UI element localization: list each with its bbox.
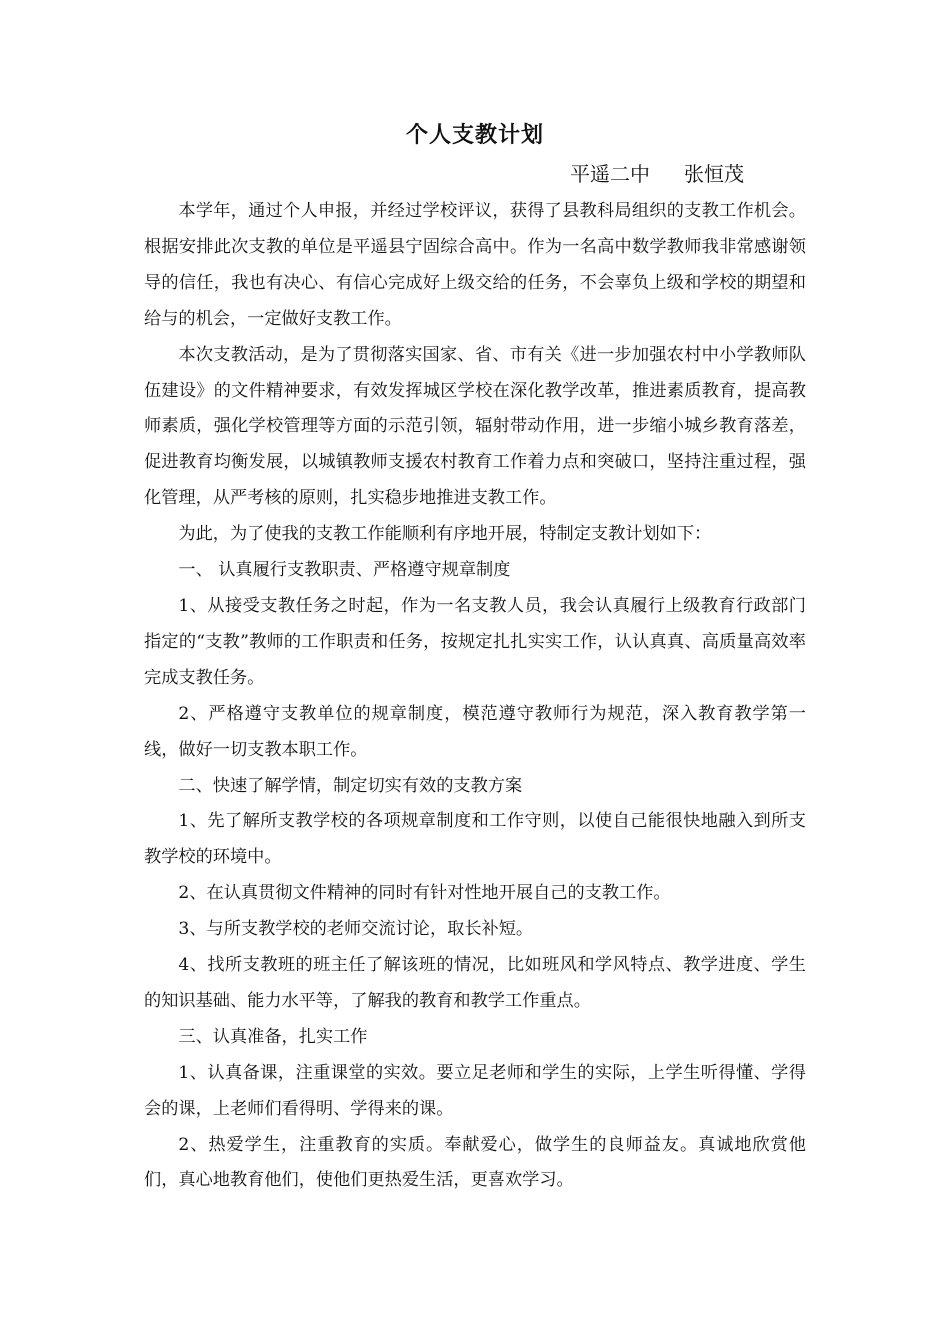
paragraph: 4、找所支教班的班主任了解该班的情况，比如班风和学风特点、教学进度、学生的知识基础、能力水平等，了解我的教育和教学工作重点。 (144, 955, 806, 1011)
paragraph: 1、认真备课，注重课堂的实效。要立足老师和学生的实际，上学生听得懂、学得会的课，上老师们看得明、学得来的课。 (144, 1062, 806, 1119)
school-name: 平遥二中 (570, 162, 650, 186)
paragraph: 1、从接受支教任务之时起，作为一名支教人员，我会认真履行上级教育行政部门指定的“支教”教师的工作职责和任务，按规定扎扎实实工作，认认真真、高质量高效率完成支教任务。 (144, 595, 806, 688)
document-body (144, 194, 806, 1199)
author-line (570, 158, 744, 187)
paragraph: 2、热爱学生，注重教育的实质。奉献爱心，做学生的良师益友。真诚地欣赏他们，真心地教育他们，使他们更热爱生活，更喜欢学习。 (144, 1134, 806, 1191)
paragraph: 本学年，通过个人申报，并经过学校评议，获得了县教科局组织的支教工作机会。根据安排此次支教的单位是平遥县宁固综合高中。作为一名高中数学教师我非常感谢领导的信任，我也有决心、有信心完成好上级交给的任务，不会辜负上级和学校的期望和给与的机会，一定做好支教工作。 (144, 201, 806, 329)
paragraph: 3、与所支教学校的老师交流讨论，取长补短。 (178, 919, 534, 940)
section-heading: 三、认真准备，扎实工作 (178, 1026, 368, 1047)
paragraph: 为此，为了使我的支教工作能顺利有序地开展，特制定支教计划如下： (178, 524, 712, 545)
paragraph: 2、严格遵守支教单位的规章制度，模范遵守教师行为规范，深入教育教学第一线，做好一切支教本职工作。 (144, 703, 806, 760)
paragraph: 2、在认真贯彻文件精神的同时有针对性地开展自己的支教工作。 (178, 883, 671, 904)
paragraph: 本次支教活动，是为了贯彻落实国家、省、市有关《进一步加强农村中小学教师队伍建设》的文件精神要求，有效发挥城区学校在深化教学改革，推进素质教育，提高教师素质，强化学校管理等方面的示范引领，辐射带动作用，进一步缩小城乡教育落差，促进教育均衡发展，以城镇教师支援农村教育工作着力点和突破口，坚持注重过程，强化管理，从严考核的原则，扎实稳步地推进支教工作。 (144, 344, 806, 509)
section-heading: 二、快速了解学情，制定切实有效的支教方案 (178, 775, 523, 796)
section-heading: 一、 认真履行支教职责、严格遵守规章制度 (178, 560, 511, 581)
author-name: 张恒茂 (684, 162, 744, 186)
paragraph: 1、先了解所支教学校的各项规章制度和工作守则，以使自己能很快地融入到所支教学校的环境中。 (144, 811, 806, 868)
document-title: 个人支教计划 (405, 122, 544, 148)
